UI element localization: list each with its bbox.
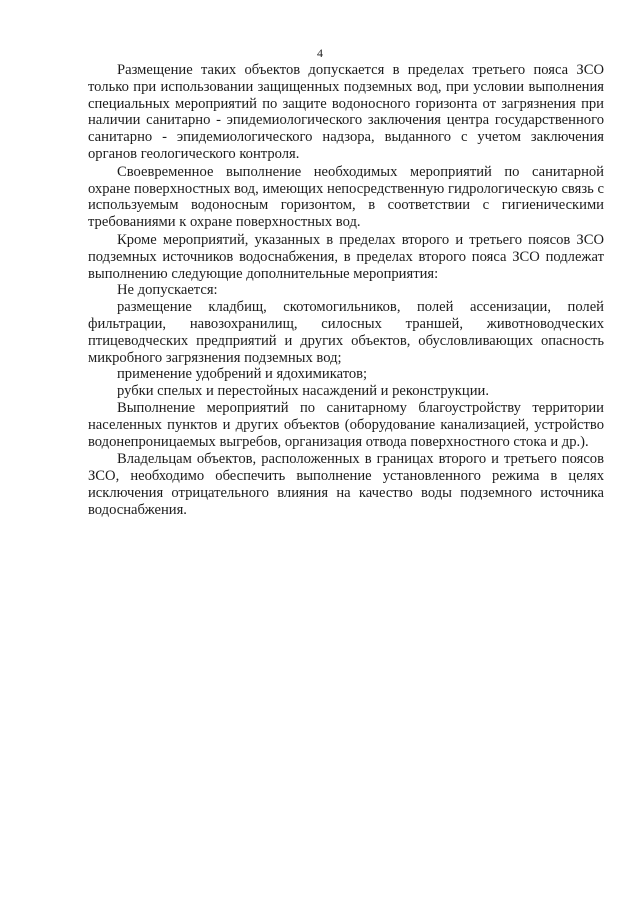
list-item: рубки спелых и перестойных насаждений и реконструкции. xyxy=(117,383,489,400)
paragraph-placement-conditions: Размещение таких объектов допускается в пределах третьего пояса ЗСО только при использовании защищенных подземных вод, при условии выполнения специальных мероприятий по защите водоносного горизонта от загрязнения при наличии санитарно - эпидемиологического заключения центра государственного санитарно - эпидемиологического надзора, выданного с учетом заключения органов геологического контроля. xyxy=(88,62,604,162)
paragraph-sanitary-improvement: Выполнение мероприятий по санитарному благоустройству территории населенных пунктов и других объектов (оборудование канализацией, устройство водонепроницаемых выгребов, организация отвода поверхностного стока и др.). xyxy=(88,399,604,450)
paragraph-owner-obligations: Владельцам объектов, расположенных в границах второго и третьего поясов ЗСО, необходимо обеспечить выполнение установленного режима в целях исключения отрицательного влияния на качество воды подземного источника водоснабжения. xyxy=(88,451,604,518)
page-number: 4 xyxy=(317,46,323,60)
list-item: размещение кладбищ, скотомогильников, полей ассенизации, полей фильтрации, навозохранилищ, силосных траншей, животноводческих птицеводческих предприятий и других объектов, обусловливающих опасность микробного загрязнения подземных вод; xyxy=(88,299,604,366)
paragraph-additional-measures: Кроме мероприятий, указанных в пределах второго и третьего поясов ЗСО подземных источников водоснабжения, в пределах второго пояса ЗСО подлежат выполнению следующие дополнительные мероприятия: xyxy=(88,231,604,282)
document-body xyxy=(88,62,604,520)
paragraph-surface-water-protection: Своевременное выполнение необходимых мероприятий по санитарной охране поверхностных вод, имеющих непосредственную гидрологическую связь с используемым водоносным горизонтом, в соответствии с гигиеническими требованиями к охране поверхностных вод. xyxy=(88,163,604,231)
list-item: применение удобрений и ядохимикатов; xyxy=(117,366,368,383)
list-intro: Не допускается: xyxy=(117,282,218,299)
